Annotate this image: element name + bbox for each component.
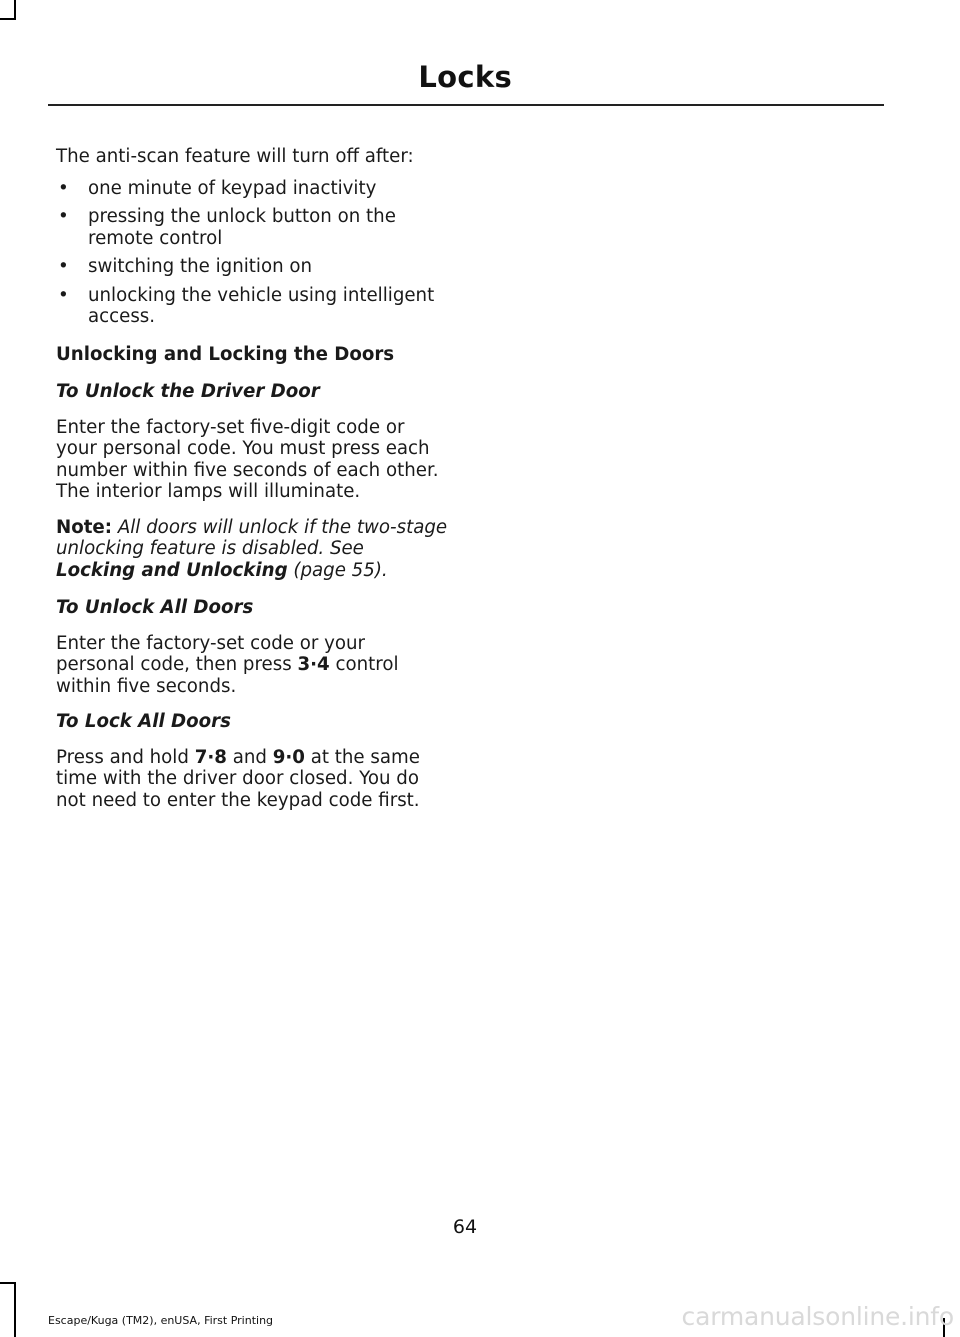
unlock-driver-heading: To Unlock the Driver Door [56,381,320,402]
lock-all-text-3: at the same time with the driver door closed. You do not need to enter the keypad code first. [56,746,420,811]
note-text: All doors will unlock if the two-stage unlocking feature is disabled. See [56,516,448,559]
unlock-all-text-before: Enter the factory-set code or your personal code, then press [56,632,366,675]
unlock-driver-text: Enter the factory-set five-digit code or your personal code. You must press each number within five seconds of each other. The interior lamps will illuminate. [56,416,439,502]
note-page-ref: (page 55). [287,559,388,581]
bullet-icon: • [58,177,69,199]
lock-all-text-1: Press and hold [56,746,195,768]
crop-mark-top-left-h [0,18,16,20]
cross-reference-link[interactable]: Locking and Unlocking [56,559,288,581]
list-item [56,256,448,278]
note-label: Note: [56,516,113,538]
unlock-all-text-after: control within five seconds. [56,654,399,697]
list-item-text: switching the ignition on [88,256,313,277]
bullet-list [56,178,448,328]
bullet-icon: • [58,206,69,227]
lock-all-text [56,747,448,812]
list-item-text: pressing the unlock button on the remote control [88,206,396,249]
watermark: carmanualsonline.info [681,1302,954,1331]
list-item [56,206,448,249]
keypad-key-3-4: 3·4 [297,654,330,675]
lock-all-text-2: and [226,746,273,768]
list-item [56,285,448,328]
intro-text: The anti-scan feature will turn off after: [56,146,414,167]
crop-mark-top-left [14,0,16,20]
list-item [56,178,448,200]
crop-mark-bottom-left-h [0,1282,16,1284]
bullet-icon: • [58,256,69,277]
unlock-all-text [56,633,448,698]
header-divider [48,104,884,106]
bullet-icon: • [58,284,69,306]
keypad-key-9-0: 9·0 [272,746,305,768]
footer-edition: Escape/Kuga (TM2), enUSA, First Printing [48,1314,274,1327]
lock-all-heading: To Lock All Doors [56,711,231,732]
list-item-text: unlocking the vehicle using intelligent access. [88,284,435,327]
page-number: 64 [452,1216,478,1238]
keypad-key-7-8: 7·8 [194,746,227,768]
main-content [56,146,448,825]
list-item-text: one minute of keypad inactivity [88,177,377,199]
section-heading: Unlocking and Locking the Doors [56,343,395,365]
unlock-all-heading: To Unlock All Doors [56,597,254,618]
page-title: Locks [418,60,512,94]
note-paragraph [56,517,448,582]
crop-mark-bottom-left [14,1282,16,1337]
